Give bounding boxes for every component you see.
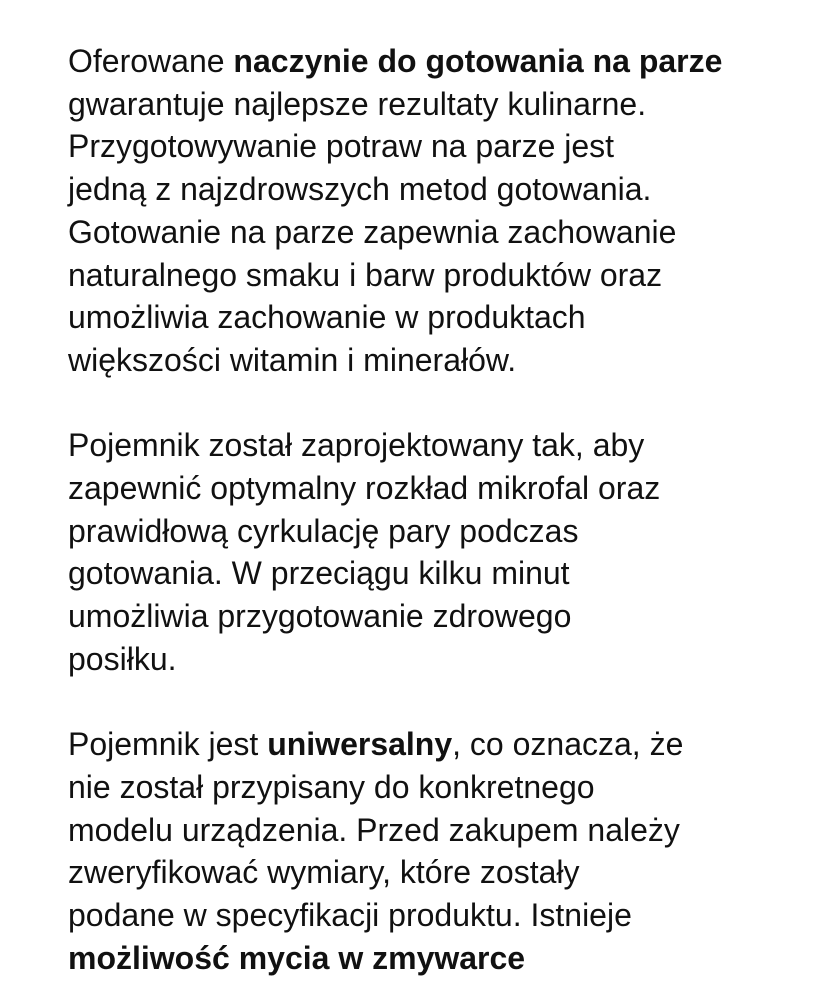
text-line: zweryfikować wymiary, które zostały — [68, 854, 580, 891]
text-line: Pojemnik jest uniwersalny, co oznacza, że — [68, 726, 684, 763]
text-line: gotowania. W przeciągu kilku minut — [68, 555, 570, 592]
text-line: nie został przypisany do konkretnego — [68, 768, 595, 805]
text-line: posiłku. — [68, 640, 177, 677]
paragraph-steamer-intro — [68, 40, 808, 382]
text-line: prawidłową cyrkulację pary podczas — [68, 512, 579, 549]
text-line — [68, 937, 808, 980]
text-line: podane w specyfikacji produktu. Istnieje — [68, 897, 632, 934]
text-line: umożliwia przygotowanie zdrowego — [68, 598, 572, 635]
paragraph-container-design — [68, 424, 808, 680]
text-line: Oferowane naczynie do gotowania na parze — [68, 43, 723, 79]
text-line: modelu urządzenia. Przed zakupem należy — [68, 811, 680, 848]
text-line: umożliwia zachowanie w produktach — [68, 299, 586, 336]
text-line: naturalnego smaku i barw produktów oraz — [68, 256, 663, 293]
text-line: zapewnić optymalny rozkład mikrofal oraz — [68, 470, 661, 507]
product-description — [68, 40, 808, 979]
text-line: Przygotowywanie potraw na parze jest — [68, 128, 615, 165]
text-line: Pojemnik został zaprojektowany tak, aby — [68, 427, 645, 464]
bold-dishwasher-safe: możliwość mycia w zmywarce — [68, 939, 526, 976]
bold-universal: uniwersalny — [267, 726, 453, 763]
bold-product-name: naczynie do gotowania na parze — [233, 43, 723, 79]
text-line: Gotowanie na parze zapewnia zachowanie — [68, 213, 677, 250]
paragraph-universal — [68, 723, 808, 979]
text-line: gwarantuje najlepsze rezultaty kulinarne. — [68, 85, 647, 122]
text-line: większości witamin i minerałów. — [68, 341, 517, 378]
text-line: jedną z najzdrowszych metod gotowania. — [68, 171, 652, 208]
